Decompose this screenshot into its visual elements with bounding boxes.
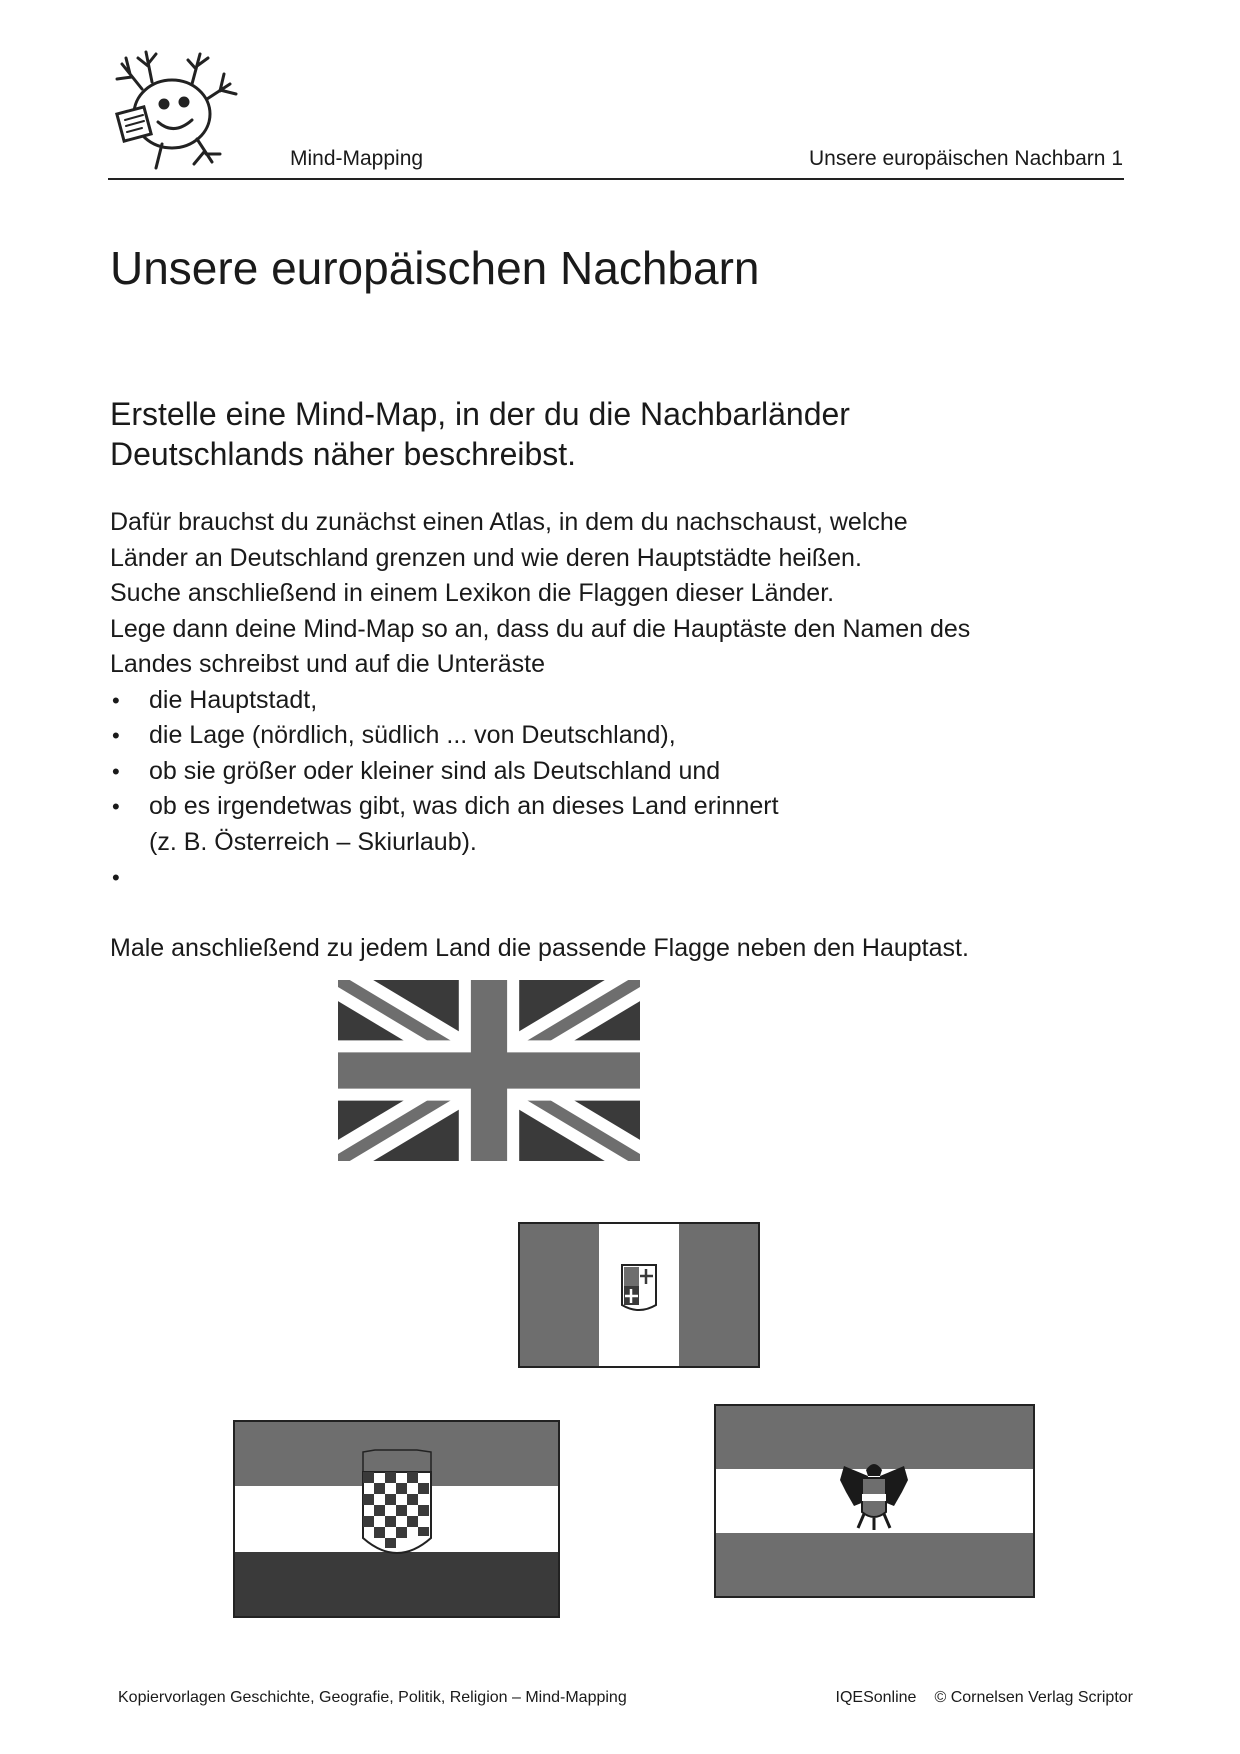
instruction-line: Dafür brauchst du zunächst einen Atlas, in dem du nachschaust, welche xyxy=(110,508,908,536)
task-heading-line-1: Erstelle eine Mind-Map, in der du die Nachbarländer xyxy=(110,396,850,432)
task-heading-line-2: Deutschlands näher beschreibst. xyxy=(110,436,577,472)
instruction-line: Suche anschließend in einem Lexikon die Flaggen dieser Länder. xyxy=(110,579,835,607)
instructions xyxy=(110,505,1130,896)
footer-left-label: Kopiervorlagen Geschichte, Geografie, Politik, Religion – Mind-Mapping xyxy=(118,1689,627,1706)
italy-naval-flag-icon xyxy=(518,1222,760,1368)
bullet-icon: • xyxy=(112,758,120,784)
mascot-logo-icon xyxy=(112,44,242,174)
bullet-icon: • xyxy=(112,865,120,890)
list-item-text: ob sie größer oder kleiner sind als Deutschland und xyxy=(149,756,721,785)
list-item-text: die Hauptstadt, xyxy=(149,685,318,714)
task-heading xyxy=(110,394,1120,474)
list-item-text: ob es irgendetwas gibt, was dich an dieses Land erinnert xyxy=(149,792,779,820)
bullet-icon: • xyxy=(112,723,120,748)
bullet-icon: • xyxy=(112,794,120,819)
list-item xyxy=(110,754,1130,790)
austria-flag-icon xyxy=(714,1404,1035,1598)
list-item xyxy=(110,683,1130,719)
footer-copyright-label: © Cornelsen Verlag Scriptor xyxy=(934,1689,1133,1706)
list-item-text-continued: (z. B. Österreich – Skiurlaub). xyxy=(149,827,477,856)
list-item-text: die Lage (nördlich, südlich ... von Deutschland), xyxy=(149,721,676,749)
croatia-flag-icon xyxy=(233,1420,560,1618)
list-item-empty xyxy=(110,860,1130,896)
header-divider xyxy=(108,178,1124,180)
list-item xyxy=(110,718,1130,754)
instruction-line: Landes schreibst und auf die Unteräste xyxy=(110,650,545,678)
bullet-list xyxy=(110,683,1130,896)
footer-publisher-label: IQESonline xyxy=(835,1689,917,1706)
list-item xyxy=(110,789,1130,860)
page-title: Unsere europäischen Nachbarn xyxy=(110,242,760,294)
header-left-label: Mind-Mapping xyxy=(290,147,424,170)
closing-instruction: Male anschließend zu jedem Land die passende Flagge neben den Hauptast. xyxy=(110,934,969,962)
instruction-line: Länder an Deutschland grenzen und wie deren Hauptstädte heißen. xyxy=(110,543,862,572)
bullet-icon: • xyxy=(112,687,120,713)
instruction-line: Lege dann deine Mind-Map so an, dass du auf die Hauptäste den Namen des xyxy=(110,614,971,643)
footer-right xyxy=(836,1689,1133,1707)
header-right-label: Unsere europäischen Nachbarn 1 xyxy=(808,147,1123,170)
union-jack-flag-icon xyxy=(338,980,640,1161)
